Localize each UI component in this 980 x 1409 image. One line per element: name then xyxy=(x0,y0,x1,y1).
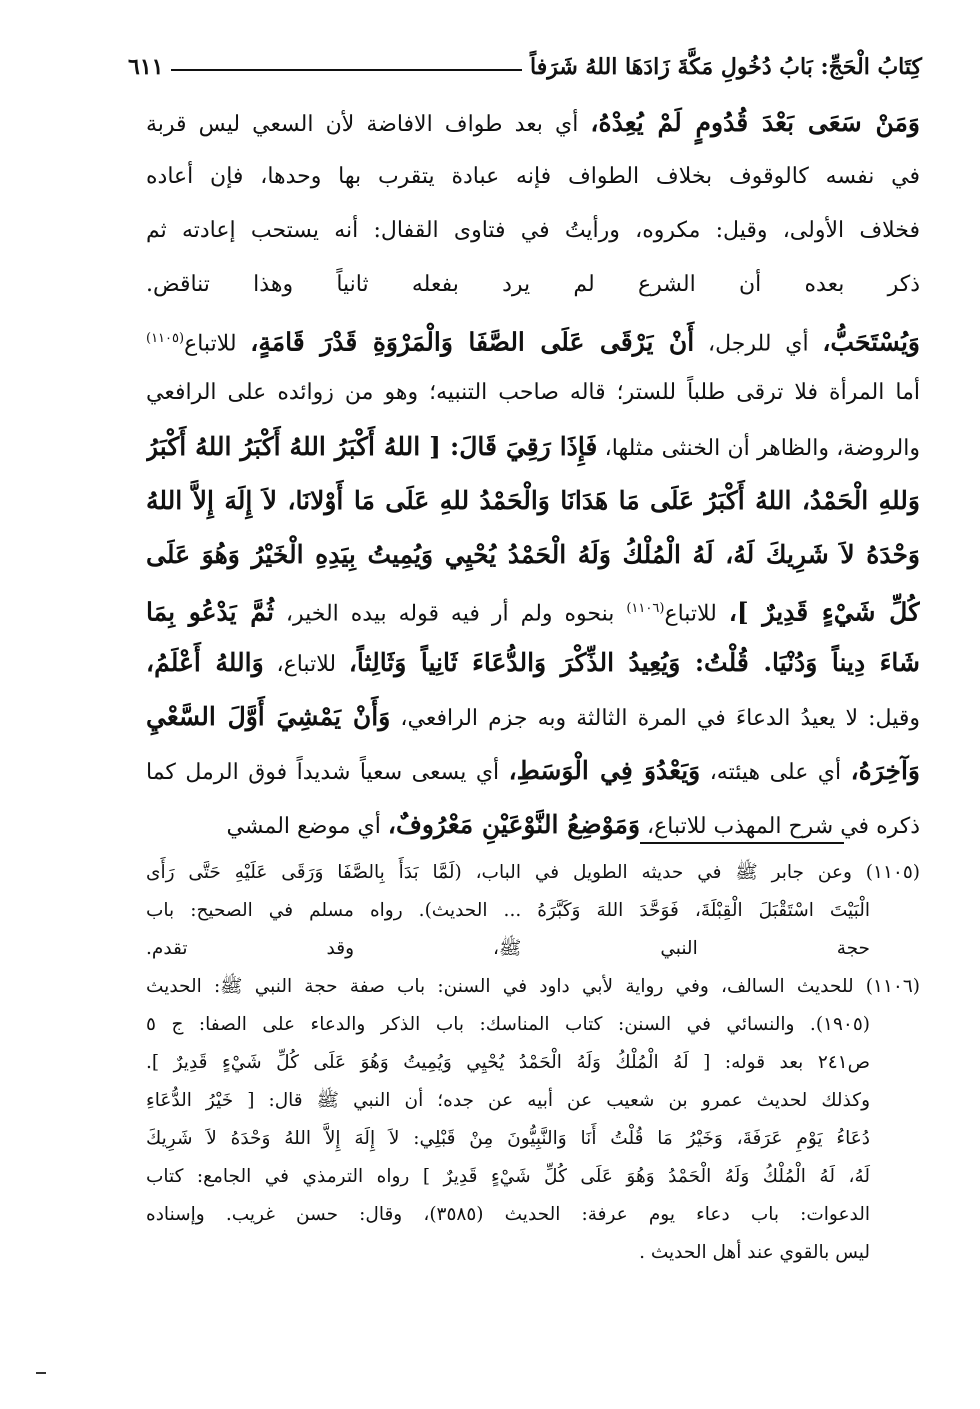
footnote-line xyxy=(146,1006,920,1044)
commentary-text: ذكره في شرح المهذب للاتباع، xyxy=(640,814,920,839)
matn-text: شَاءَ دِيناً وَدُنْيَا. قُلْتُ: وَيُعِيدُ الذِّكْرَ وَالدُّعَاءَ ثَانِياً وَثَالِثاً، xyxy=(348,648,920,677)
commentary-text: وقيل: لا يعيدُ الدعاءَ في المرة الثالثة وبه جزم الرافعي، xyxy=(390,706,920,731)
header-rule xyxy=(171,69,522,71)
commentary-text: للاتباع، xyxy=(263,652,349,677)
commentary-text: حجة النبي ﷺ، وقد تقدم. xyxy=(146,938,870,959)
main-text xyxy=(146,96,920,852)
main-text-line xyxy=(146,582,920,636)
commentary-text: لَهُ، لَهُ الْمُلْكُ وَلَهُ الْحَمْدُ وَهُوَ عَلَى كُلِّ شَيْءٍ قَدِيرٌ ] رواه الترمذي في الجامع: كتاب xyxy=(146,1166,870,1187)
commentary-text: فخلاف الأولى، وقيل: مكروه، ورأيتُ في فتاوى القفال: أنه يستحب إعادته ثم xyxy=(146,218,920,243)
footnote-line xyxy=(146,1196,920,1234)
footnote-line xyxy=(146,854,920,892)
main-text-line xyxy=(146,150,920,204)
main-text-line xyxy=(146,528,920,582)
matn-text: كُلِّ شَيْءٍ قَدِيرٌ ]، xyxy=(728,597,920,627)
footnote-line xyxy=(146,1234,920,1272)
main-text-line xyxy=(146,474,920,528)
commentary-text: أما المرأة فلا ترقى طلباً للستر؛ قاله صاحب التنبيه؛ وهو من زوائده على الرافعي xyxy=(146,380,920,405)
main-text-line xyxy=(146,366,920,420)
commentary-text: أي يسعى سعياً شديداً فوق الرمل كما xyxy=(146,760,509,785)
footnotes xyxy=(146,854,920,1272)
matn-text: وَاللهُ أَعْلَمُ، xyxy=(146,648,264,677)
footnote-line xyxy=(146,892,920,930)
footnote-line xyxy=(146,1120,920,1158)
matn-text: وَحْدَهُ لاَ شَرِيكَ لَهُ، لَهُ الْمُلْكُ وَلَهُ الْحَمْدُ يُحْيِي وَيُمِيتُ بِيَدِهِ الْخَيْرُ وَهُوَ عَلَى xyxy=(146,540,920,569)
commentary-text: وكذلك لحديث عمرو بن شعيب عن أبيه عن جده؛ أن النبي ﷺ قال: [ خَيْرُ الدُّعَاءِ xyxy=(146,1090,870,1111)
commentary-text: بنحوه ولم أر فيه قوله بيده الخير، xyxy=(273,601,627,627)
footnote-ref: (١١٠٦) xyxy=(626,601,665,616)
matn-text: وَأَنْ يَمْشِيَ أَوَّلَ السَّعْيِ xyxy=(146,702,391,731)
commentary-text: ليس بالقوي عند أهل الحديث . xyxy=(639,1242,870,1263)
commentary-text: أي على هيئته، xyxy=(700,760,851,785)
commentary-text: ذكر بعده أن الشرع لم يرد بفعله ثانياً وهذا تناقض. xyxy=(146,272,920,297)
running-title: كِتَابُ الْحَجِّ: بَابُ دُخُولِ مَكَّةَ زَادَهَا اللهُ شَرَفاً xyxy=(529,54,922,80)
matn-text: وَللهِ الْحَمْدُ، اللهُ أَكْبَرُ عَلَى مَا هَدَانَا وَالْحَمْدُ للهِ عَلَى مَا أَوْلانَا، لاَ إِلَهَ إِلاَّ اللهُ xyxy=(146,486,920,515)
running-header xyxy=(128,38,922,80)
footnote-ref: (١١٠٥) xyxy=(146,331,185,346)
commentary-text: (١١٠٦) للحديث السالف، وفي رواية لأبي داود في السنن: باب صفة حجة النبي ﷺ: الحديث xyxy=(146,976,920,997)
footnote-line xyxy=(146,1158,920,1196)
commentary-text: أي للرجل، xyxy=(694,331,823,357)
matn-text: وَمَنْ سَعَى بَعْدَ قُدُومٍ لَمْ يُعِدْهُ، xyxy=(590,108,920,137)
footnote-line xyxy=(146,968,920,1006)
main-text-line xyxy=(146,420,920,474)
footnote-line xyxy=(146,930,920,968)
footnote-line xyxy=(146,1044,920,1082)
footnote-line xyxy=(146,1082,920,1120)
main-text-line xyxy=(146,312,920,366)
commentary-text: الدعوات: باب دعاء يوم عرفة: الحديث (٣٥٨٥)، وقال: حسن غريب. وإسناده xyxy=(146,1204,870,1225)
main-text-line xyxy=(146,744,920,798)
matn-text: وَمَوْضِعُ النَّوْعَيْنِ مَعْرُوفٌ، xyxy=(387,810,641,839)
commentary-text: (١١٠٥) وعن جابر ﷺ في حديثه الطويل في الباب، (لَمَّا بَدَأَ بِالصَّفَا وَرَقَى عَلَيْهِ حَتَّى رَأَى xyxy=(146,862,920,883)
commentary-text: للاتباع xyxy=(664,601,729,627)
commentary-text: الْبَيْتَ اسْتَقْبَلَ الْقِبْلَةَ، فَوَحَّدَ اللهَ وَكَبَّرَهُ ... الحديث). رواه مسلم في الصحيح: باب xyxy=(146,900,870,921)
matn-text: وَيُسْتَحَبُّ، xyxy=(822,327,920,357)
commentary-text: أي موضع المشي xyxy=(226,814,388,839)
matn-text: أَنْ يَرْقَى عَلَى الصَّفَا وَالْمَرْوَةِ قَدْرَ قَامَةٍ، xyxy=(250,327,695,357)
commentary-text: دُعَاءُ يَوْمِ عَرَفَةَ، وَخَيْرُ مَا قُلْتُ أَنَا وَالنَّبِيُّونَ مِنْ قَبْلِي: لاَ إِلَهَ إِلاَّ اللهُ وَحْدَهُ لاَ شَرِيكَ xyxy=(146,1128,870,1149)
main-text-line xyxy=(146,96,920,150)
matn-text: وَآخِرَهُ، xyxy=(850,756,920,785)
matn-text: فَإِذَا رَقِيَ قَالَ: [ اللهُ أَكْبَرُ اللهُ أَكْبَرُ اللهُ أَكْبَرُ xyxy=(146,432,598,461)
commentary-text: والروضة، والظاهر أن الخنثى مثلها، xyxy=(597,436,920,461)
commentary-text: ص٢٤١ بعد قوله: [ لَهُ الْمُلْكُ وَلَهُ الْحَمْدُ يُحْيِي وَيُمِيتُ وَهُوَ عَلَى كُلِّ شَيْءٍ قَدِيرٌ ]. xyxy=(146,1052,870,1073)
main-text-line xyxy=(146,204,920,258)
matn-text: ثُمَّ يَدْعُو بِمَا xyxy=(146,597,274,627)
page-mark xyxy=(36,1372,46,1374)
main-text-line xyxy=(146,690,920,744)
commentary-text: أي بعد طواف الافاضة لأن السعي ليس قربة xyxy=(146,112,591,137)
matn-text: وَيَعْدُوَ فِي الْوَسَطِ، xyxy=(508,756,701,785)
commentary-text: للاتباع xyxy=(184,331,251,357)
commentary-text: (١٩٠٥). والنسائي في السنن: كتاب المناسك: باب الذكر والدعاء على الصفا: ج ٥ xyxy=(146,1014,870,1035)
footnote-separator xyxy=(640,842,844,844)
main-text-line xyxy=(146,636,920,690)
commentary-text: في نفسه كالوقوف بخلاف الطواف فإنه عبادة يتقرب بها وحدها، فإن أعاده xyxy=(146,164,920,189)
page-number: ٦١١ xyxy=(128,54,164,80)
main-text-line xyxy=(146,258,920,312)
